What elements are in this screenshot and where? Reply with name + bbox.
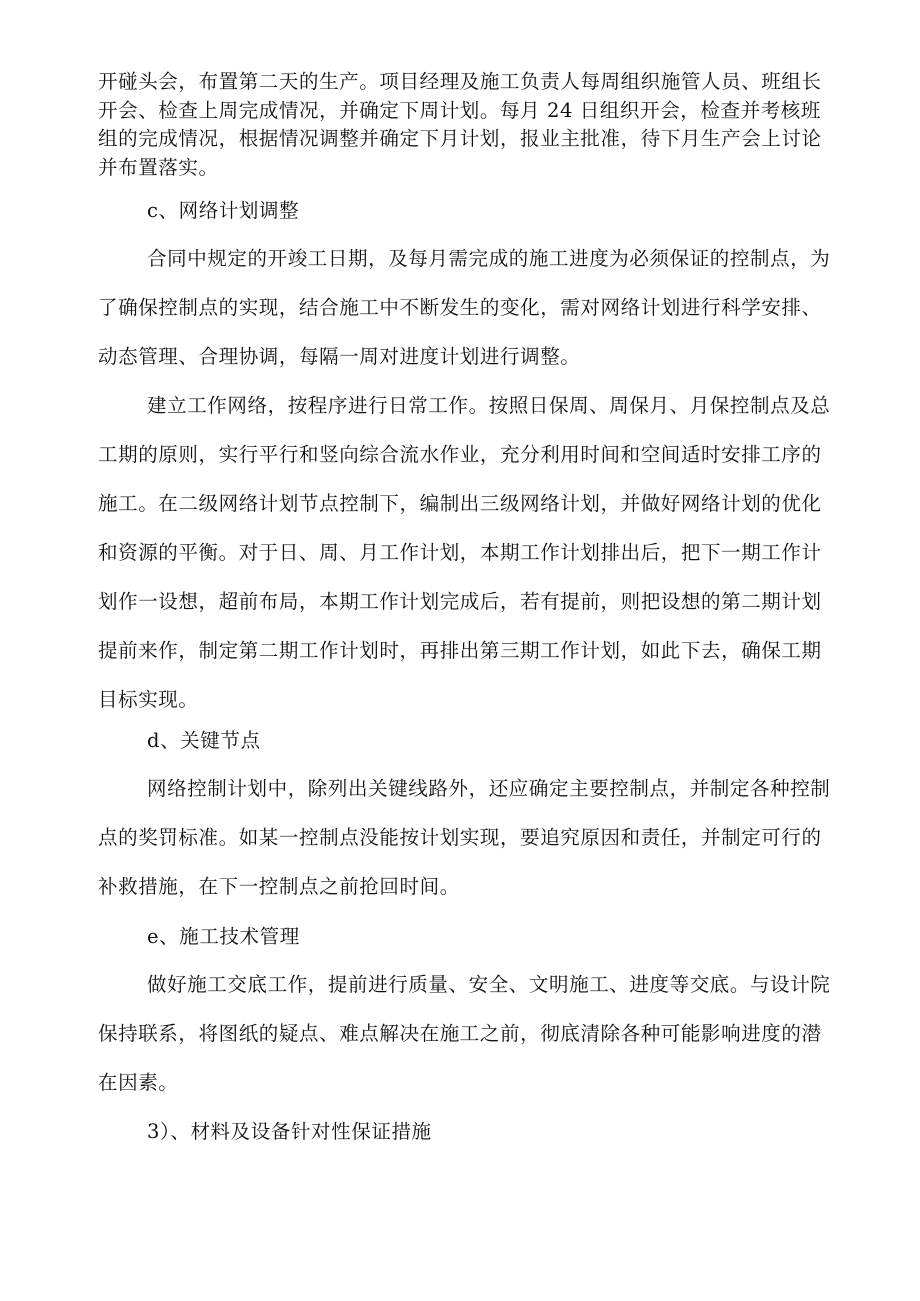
heading-d: d、关键节点 xyxy=(147,729,261,752)
paragraph-d: 网络控制计划中，除列出关键线路外，还应确定主要控制点，并制定各种控制点的奖罚标准。如某一控制点没能按计划实现，要追究原因和责任，并制定可行的补救措施，在下一控制点之前抢回时间。 xyxy=(98,777,831,898)
paragraph-c1: 合同中规定的开竣工日期，及每月需完成的施工进度为必须保证的控制点，为了确保控制点的实现，结合施工中不断发生的变化，需对网络计划进行科学安排、动态管理、合理协调，每隔一周对进度计划进行调整。 xyxy=(98,247,831,368)
paragraph-intro: 开碰头会，布置第二天的生产。项目经理及施工负责人每周组织施管人员、班组长开会、检查上周完成情况，并确定下周计划。每月 24 日组织开会，检查并考核班组的完成情况，根据情况调整并确定下月计划，报业主批准，待下月生产会上讨论并布置落实。 xyxy=(98,70,822,179)
paragraph-c2: 建立工作网络，按程序进行日常工作。按照日保周、周保月、月保控制点及总工期的原则，实行平行和竖向综合流水作业，充分利用时间和空间适时安排工序的施工。在二级网络计划节点控制下，编制出三级网络计划，并做好网络计划的优化和资源的平衡。对于日、周、月工作计划，本期工作计划排出后，把下一期工作计划作一设想，超前布局，本期工作计划完成后，若有提前，则把设想的第二期计划提前来作，制定第二期工作计划时，再排出第三期工作计划，如此下去，确保工期目标实现。 xyxy=(98,394,831,711)
heading-e: e、施工技术管理 xyxy=(147,925,300,948)
heading-c: c、网络计划调整 xyxy=(147,199,300,222)
paragraph-e: 做好施工交底工作，提前进行质量、安全、文明施工、进度等交底。与设计院保持联系，将图纸的疑点、难点解决在施工之前，彻底清除各种可能影响进度的潜在因素。 xyxy=(98,973,831,1094)
heading-3: 3）、材料及设备针对性保证措施 xyxy=(147,1120,432,1143)
